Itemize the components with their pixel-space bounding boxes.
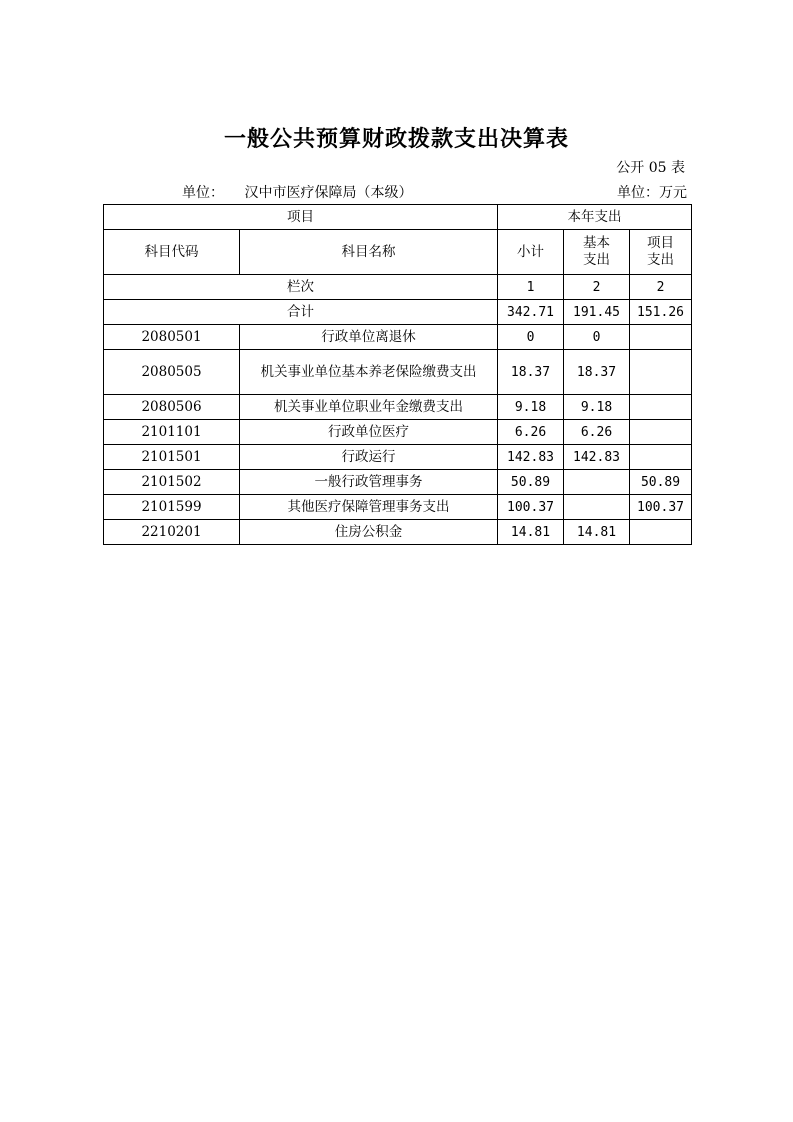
row-basic — [564, 495, 630, 520]
document-title: 一般公共预算财政拨款支出决算表 — [223, 126, 569, 152]
column-index-2: 2 — [564, 275, 630, 300]
row-basic — [564, 470, 630, 495]
organization-name: 汉中市医疗保障局（本级） — [244, 185, 413, 201]
row-code: 2101501 — [104, 445, 240, 470]
row-subtotal: 9.18 — [498, 395, 564, 420]
row-project: 100.37 — [630, 495, 692, 520]
header-basic: 基本 支出 — [564, 230, 630, 275]
organization-label: 单位： — [182, 185, 224, 201]
header-project: 项目 支出 — [630, 230, 692, 275]
row-subtotal: 0 — [498, 325, 564, 350]
row-code: 2080505 — [104, 350, 240, 395]
total-subtotal: 342.71 — [498, 300, 564, 325]
row-code: 2080501 — [104, 325, 240, 350]
row-basic: 0 — [564, 325, 630, 350]
row-subtotal: 50.89 — [498, 470, 564, 495]
row-basic: 142.83 — [564, 445, 630, 470]
row-name: 住房公积金 — [240, 520, 498, 545]
header-item: 项目 — [104, 205, 498, 230]
header-current-year: 本年支出 — [498, 205, 692, 230]
header-row-2 — [104, 230, 692, 275]
row-code: 2080506 — [104, 395, 240, 420]
row-basic: 14.81 — [564, 520, 630, 545]
row-name: 机关事业单位职业年金缴费支出 — [240, 395, 498, 420]
total-row — [104, 300, 692, 325]
row-name: 行政运行 — [240, 445, 498, 470]
row-project — [630, 350, 692, 395]
header-row-1 — [104, 205, 692, 230]
table-row — [104, 445, 692, 470]
currency-unit: 单位：万元 — [617, 185, 687, 201]
form-number: 公开 05 表 — [616, 160, 685, 176]
column-index-3: 2 — [630, 275, 692, 300]
organization-line — [182, 182, 412, 202]
column-index-row — [104, 275, 692, 300]
row-code: 2101101 — [104, 420, 240, 445]
row-name: 其他医疗保障管理事务支出 — [240, 495, 498, 520]
row-code: 2101502 — [104, 470, 240, 495]
row-project — [630, 325, 692, 350]
row-basic: 9.18 — [564, 395, 630, 420]
row-basic: 18.37 — [564, 350, 630, 395]
total-label: 合计 — [104, 300, 498, 325]
table-row — [104, 495, 692, 520]
row-subtotal: 6.26 — [498, 420, 564, 445]
column-index-1: 1 — [498, 275, 564, 300]
row-code: 2210201 — [104, 520, 240, 545]
header-name: 科目名称 — [240, 230, 498, 275]
column-index-label: 栏次 — [104, 275, 498, 300]
table-row — [104, 420, 692, 445]
row-name: 机关事业单位基本养老保险缴费支出 — [240, 350, 498, 395]
header-code: 科目代码 — [104, 230, 240, 275]
row-subtotal: 142.83 — [498, 445, 564, 470]
table-row — [104, 395, 692, 420]
row-project — [630, 395, 692, 420]
row-name: 行政单位离退休 — [240, 325, 498, 350]
expenditure-table — [103, 204, 692, 545]
row-subtotal: 14.81 — [498, 520, 564, 545]
row-subtotal: 18.37 — [498, 350, 564, 395]
row-name: 行政单位医疗 — [240, 420, 498, 445]
row-project — [630, 445, 692, 470]
row-project — [630, 420, 692, 445]
total-basic: 191.45 — [564, 300, 630, 325]
row-name: 一般行政管理事务 — [240, 470, 498, 495]
row-basic: 6.26 — [564, 420, 630, 445]
row-project — [630, 520, 692, 545]
header-subtotal: 小计 — [498, 230, 564, 275]
table-row — [104, 325, 692, 350]
table-row — [104, 520, 692, 545]
table-row — [104, 470, 692, 495]
row-project: 50.89 — [630, 470, 692, 495]
total-project: 151.26 — [630, 300, 692, 325]
table-row — [104, 350, 692, 395]
row-subtotal: 100.37 — [498, 495, 564, 520]
row-code: 2101599 — [104, 495, 240, 520]
